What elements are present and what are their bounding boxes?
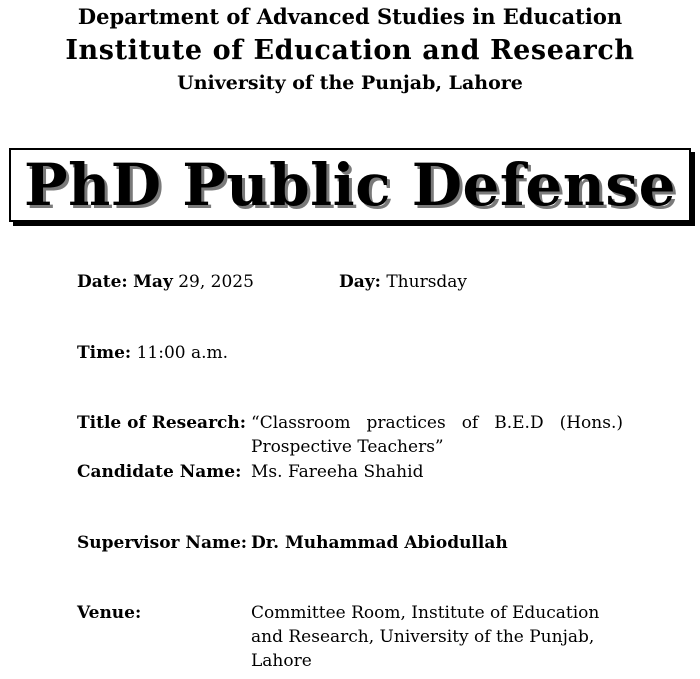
venue-label: Venue: xyxy=(77,603,142,623)
candidate-value: Ms. Fareeha Shahid xyxy=(251,462,424,482)
date-row xyxy=(77,270,254,294)
day-row xyxy=(339,270,467,294)
date-label: Date: xyxy=(77,272,128,292)
day-value: Thursday xyxy=(386,272,468,292)
time-value: 11:00 a.m. xyxy=(136,343,229,363)
banner-title: PhD Public Defense xyxy=(24,151,676,219)
research-title-label: Title of Research: xyxy=(77,413,247,433)
date-value: 29, 2025 xyxy=(178,272,254,292)
department-heading: Department of Advanced Studies in Education xyxy=(77,4,623,29)
research-title-value: “Classroom practices of B.E.D (Hons.) Prospective Teachers” xyxy=(251,413,623,457)
defense-banner xyxy=(9,148,691,222)
date-month: May xyxy=(133,272,173,292)
day-label: Day: xyxy=(339,272,381,292)
institute-heading: Institute of Education and Research xyxy=(65,35,635,66)
time-label: Time: xyxy=(77,343,132,363)
candidate-label: Candidate Name: xyxy=(77,462,242,482)
supervisor-value: Dr. Muhammad Abiodullah xyxy=(251,533,508,553)
time-row xyxy=(77,341,228,365)
venue-value: Committee Room, Institute of Education and Research, University of the Punjab, Lahore xyxy=(251,603,600,671)
university-heading: University of the Punjab, Lahore xyxy=(177,72,523,94)
supervisor-label: Supervisor Name: xyxy=(77,533,248,553)
